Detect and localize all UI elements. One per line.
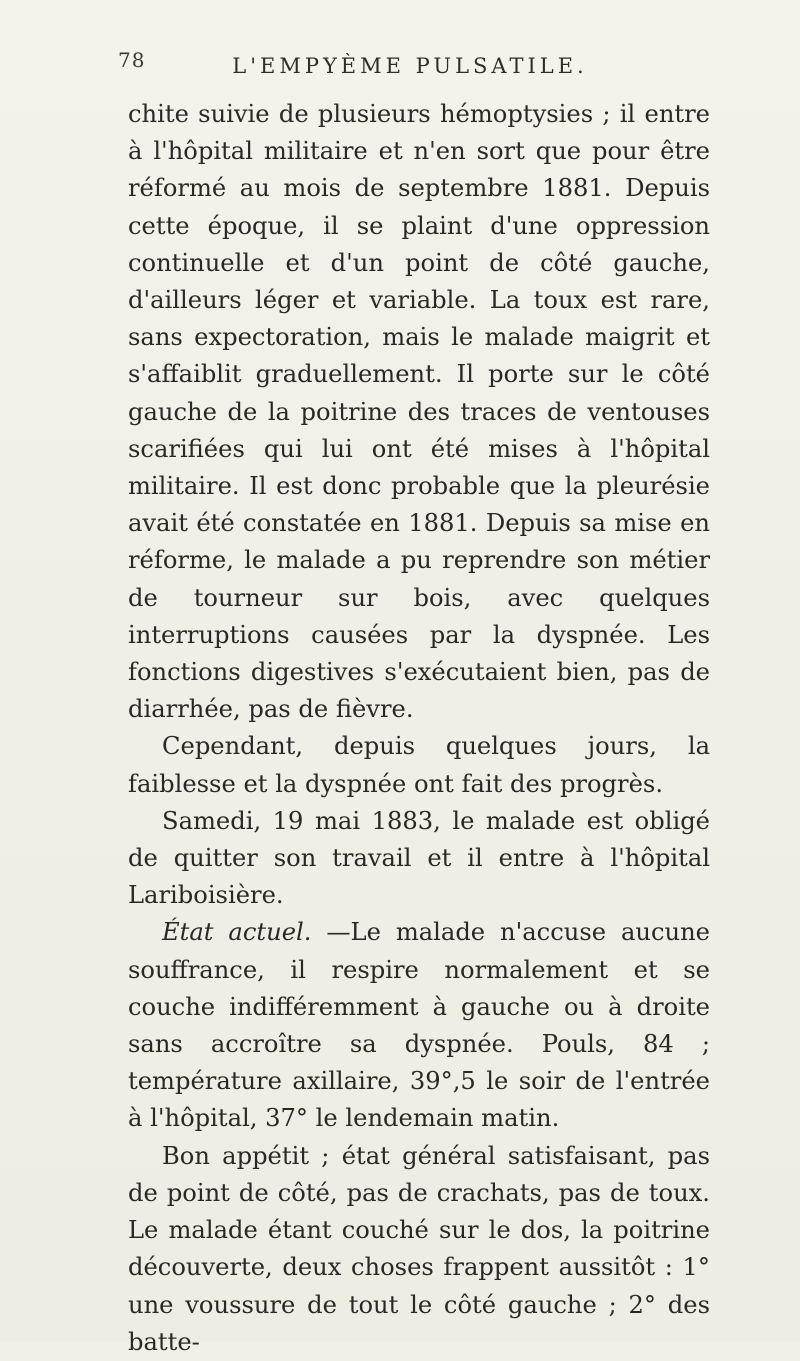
page-header [0,44,800,80]
paragraph-text: Samedi, 19 mai 1883, le malade est obligé de quitter son travail et il entre à l'hôpital Lariboisière. [128,806,710,910]
paragraph-text: Cependant, depuis quelques jours, la faiblesse et la dyspnée ont fait des progrès. [128,732,710,798]
paragraph [128,96,710,728]
paragraph [128,914,710,1137]
paragraph-text: —Le malade n'accuse aucune souffrance, il respire normalement et se couche indifféremment à gauche ou à droite sans accroître sa dyspnée. Pouls, 84 ; température axillaire, 39°,5 le soir de l'entrée à l'hôpital, 37° le lendemain matin. [128,918,710,1133]
section-heading-inline: État actuel. [162,918,312,947]
page-number: 78 [118,48,146,72]
paragraph-text: chite suivie de plusieurs hémoptysies ; il entre à l'hôpital militaire et n'en sort que pour être réformé au mois de septembre 1881. Depuis cette époque, il se plaint d'une oppression continuelle et d'un point de côté gauche, d'ailleurs léger et variable. La toux est rare, sans expectoration, mais le malade maigrit et s'affaiblit graduellement. Il porte sur le côté gauche de la poitrine des traces de ventouses scarifiées qui lui ont été mises à l'hôpital militaire. Il est donc probable que la pleurésie avait été constatée en 1881. Depuis sa mise en réforme, le malade a pu reprendre son métier de tourneur sur bois, avec quelques interruptions causées par la dyspnée. Les fonctions digestives s'exécutaient bien, pas de diarrhée, pas de fièvre. [128,100,710,724]
paragraph [128,803,710,915]
running-title: L'EMPYÈME PULSATILE. [232,54,588,78]
paragraph [128,728,710,802]
body-text [128,96,710,1361]
paragraph-text: Bon appétit ; état général satisfaisant, pas de point de côté, pas de crachats, pas de toux. Le malade étant couché sur le dos, la poitrine découverte, deux choses frappent aussitôt : 1° une voussure de tout le côté gauche ; 2° des batte- [128,1141,710,1356]
paragraph [128,1138,710,1361]
